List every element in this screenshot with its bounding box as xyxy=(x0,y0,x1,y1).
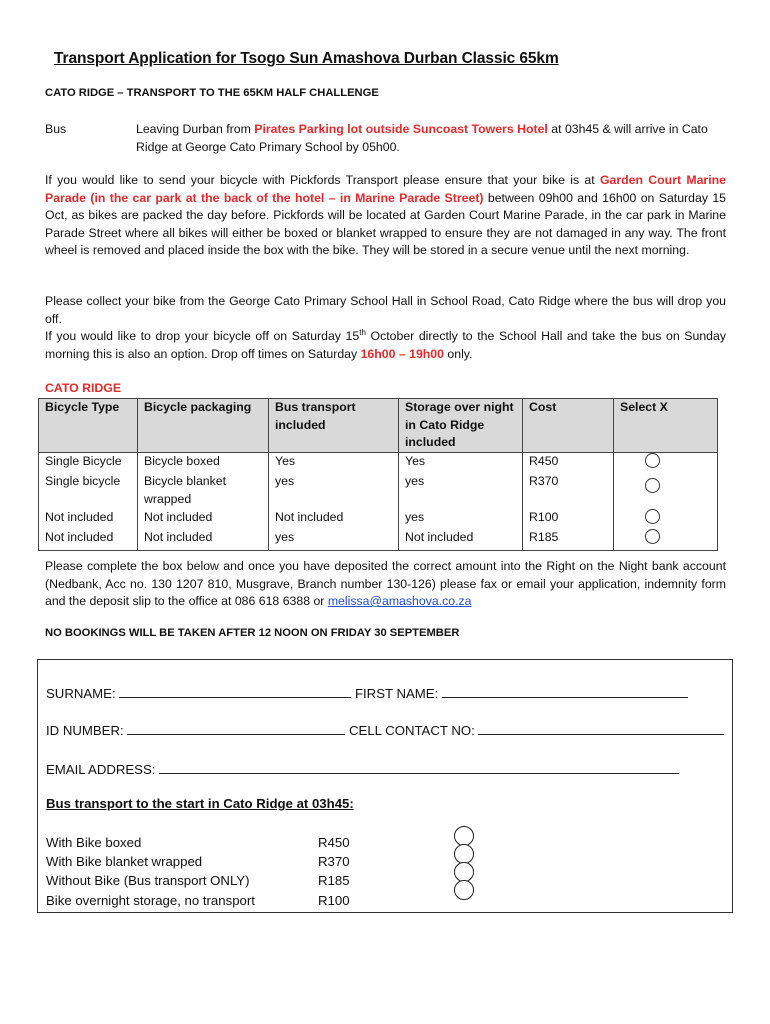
table-row: Single bicycle Bicycle blanket wrapped yes yes R370 xyxy=(39,473,718,508)
pickfords-paragraph: If you would like to send your bicycle with Pickfords Transport please ensure that your bike is at Garden Court Marine Parade (in the car park at the back of the hotel – in Marine Parade Street) between 09h00 and 16h00 on Saturday 15 Oct, as bikes are packed the day before. Pickfords will be located at Garden Court Marine Parade, in the car park in Marine Parade Street where all bikes will either be boxed or blanket wrapped to ensure they are not damaged in any way. The front wheel is removed and placed inside the box with the bike. They will be stored in a secure venue until the next morning. xyxy=(45,173,726,258)
option-price: R370 xyxy=(318,854,350,870)
select-radio[interactable] xyxy=(645,529,660,544)
select-radio[interactable] xyxy=(645,453,660,468)
pickup-location: Pirates Parking lot outside Suncoast Towers Hotel xyxy=(254,122,548,136)
application-form xyxy=(37,659,733,913)
surname-field[interactable] xyxy=(119,684,351,698)
cell-number-field[interactable] xyxy=(478,721,724,735)
table-header: Bicycle Type Bicycle packaging Bus transport included Storage over night in Cato Ridge included Cost Select X xyxy=(39,399,718,453)
dropoff-times: 16h00 – 19h00 xyxy=(360,346,444,361)
first-name-field[interactable] xyxy=(442,684,688,698)
option-radio[interactable] xyxy=(454,862,474,882)
transport-options xyxy=(46,833,255,910)
bus-transport-heading: Bus transport to the start in Cato Ridge at 03h45: xyxy=(46,796,354,811)
transport-radio-group xyxy=(454,826,474,898)
email-link[interactable]: melissa@amashova.co.za xyxy=(327,594,472,609)
bus-label: Bus xyxy=(45,122,67,136)
email-field[interactable] xyxy=(159,760,679,774)
surname-row: SURNAME: FIRST NAME: xyxy=(46,684,688,701)
option-radio[interactable] xyxy=(454,826,474,846)
option-label: Bike overnight storage, no transport xyxy=(46,892,255,908)
select-radio[interactable] xyxy=(645,478,660,493)
id-row: ID NUMBER: CELL CONTACT NO: xyxy=(46,721,724,738)
booking-deadline: NO BOOKINGS WILL BE TAKEN AFTER 12 NOON ON FRIDAY 30 SEPTEMBER xyxy=(45,627,460,639)
select-radio[interactable] xyxy=(645,509,660,524)
cato-ridge-title: CATO RIDGE xyxy=(45,381,122,395)
payment-paragraph: Please complete the box below and once you have deposited the correct amount into the Right on the Night bank account (Nedbank, Acc no. 130 1207 810, Musgrave, Branch number 130-126) please fax or email your application, indemnity form and the deposit slip to the office at 086 618 6388 or melissa@amashova.co.za xyxy=(45,559,726,609)
option-radio[interactable] xyxy=(454,844,474,864)
bus-text: Leaving Durban from Pirates Parking lot outside Suncoast Towers Hotel at 03h45 & will arrive in Cato Ridge at George Cato Primary School by 05h00. xyxy=(136,122,708,154)
option-label: Without Bike (Bus transport ONLY) xyxy=(46,873,250,889)
option-price: R185 xyxy=(318,873,350,889)
section-heading: CATO RIDGE – TRANSPORT TO THE 65KM HALF CHALLENGE xyxy=(45,87,379,99)
id-number-field[interactable] xyxy=(127,721,345,735)
dropoff-location: Garden Court Marine Parade (in the car park at the back of the hotel – in Marine Parade Street) xyxy=(45,173,726,205)
transport-prices xyxy=(318,833,350,910)
option-price: R100 xyxy=(318,892,350,908)
option-label: With Bike boxed xyxy=(46,835,142,850)
option-radio[interactable] xyxy=(454,880,474,900)
email-row: EMAIL ADDRESS: xyxy=(46,760,679,777)
option-label: With Bike blanket wrapped xyxy=(46,854,203,870)
option-price: R450 xyxy=(318,835,350,850)
options-table xyxy=(38,398,718,551)
table-row: Not included Not included yes Not included R185 xyxy=(39,529,718,550)
table-row: Not included Not included Not included yes R100 xyxy=(39,509,718,530)
page-title: Transport Application for Tsogo Sun Amashova Durban Classic 65km xyxy=(54,50,559,67)
collection-paragraph: Please collect your bike from the George Cato Primary School Hall in School Road, Cato Ridge where the bus will drop you off. If you would like to drop your bicycle off on Saturday 15th October directly to the School Hall and take the bus on Sunday morning this is also an option. Drop off times on Saturday 16h00 – 19h00 only. xyxy=(45,294,726,361)
table-row: Single Bicycle Bicycle boxed Yes Yes R450 xyxy=(39,452,718,473)
